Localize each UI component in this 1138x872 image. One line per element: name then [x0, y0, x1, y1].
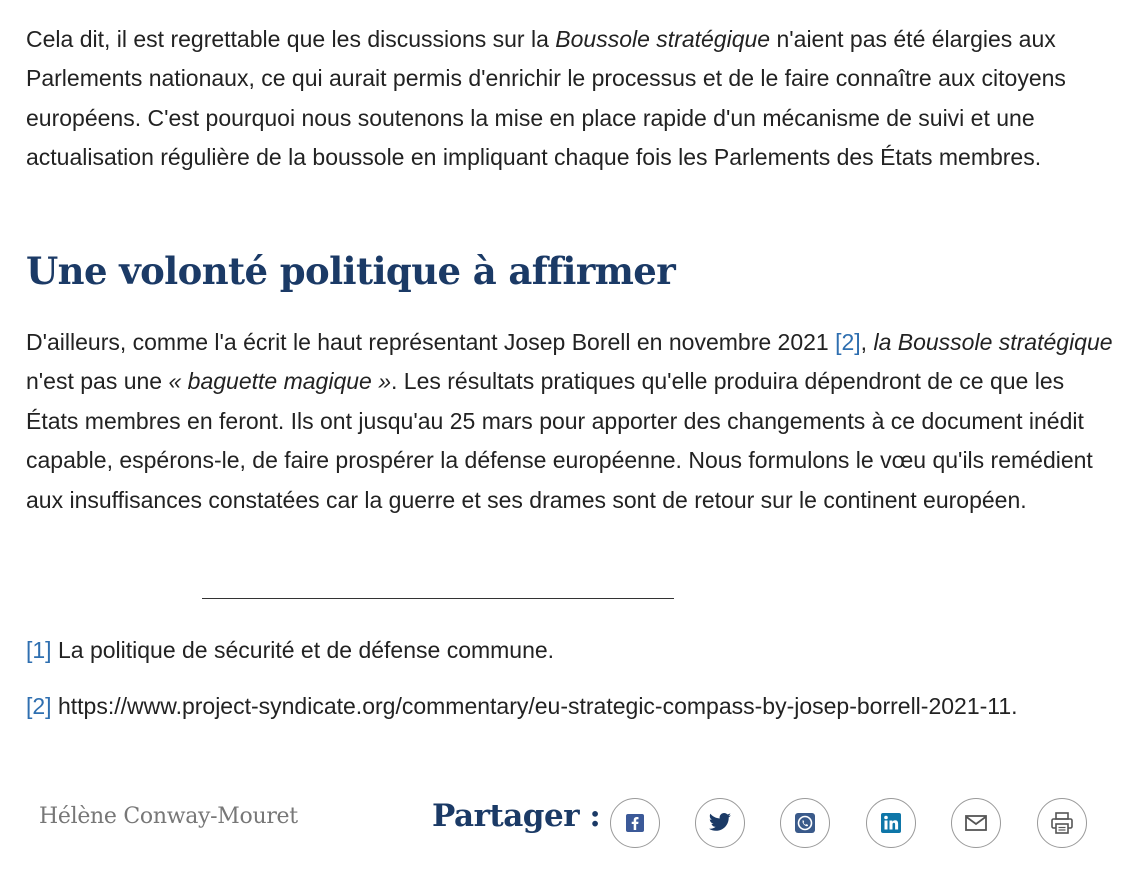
facebook-icon — [624, 812, 646, 834]
share-facebook-button[interactable] — [610, 798, 660, 848]
share-linkedin-button[interactable] — [866, 798, 916, 848]
twitter-icon — [707, 812, 733, 834]
share-twitter-button[interactable] — [695, 798, 745, 848]
emphasis-text: Boussole stratégique — [555, 26, 771, 52]
print-icon — [1050, 811, 1074, 835]
share-print-button[interactable] — [1037, 798, 1087, 848]
section-heading: Une volonté politique à affirmer — [26, 249, 676, 293]
share-email-button[interactable] — [951, 798, 1001, 848]
emphasis-text: la Boussole stratégique — [873, 329, 1113, 355]
email-icon — [965, 814, 987, 832]
paragraph-body: D'ailleurs, comme l'a écrit le haut représentant Josep Borell en novembre 2021 [2], la Boussole stratégique n'est pas une « baguette magique ». Les résultats pratiques qu'elle produira dépendront de ce que les États membres en feront. Ils ont jusqu'au 25 mars pour apporter des changements à ce document inédit capable, espérons-le, de faire prospérer la défense européenne. Nous formulons le vœu qu'ils remédient aux insuffisances constatées car la guerre et ses drames sont de retour sur le continent européen. — [26, 329, 1113, 513]
footnote-backlink-1[interactable]: [1] — [26, 637, 52, 663]
footnote-separator — [202, 598, 674, 599]
share-label: Partager : — [432, 798, 601, 834]
footnote-link-2[interactable]: [2] — [835, 329, 861, 355]
emphasis-quote: « baguette magique » — [168, 368, 392, 395]
share-whatsapp-button[interactable] — [780, 798, 830, 848]
article-footer — [0, 790, 1138, 860]
linkedin-icon — [880, 812, 902, 834]
footnote-2: [2] https://www.project-syndicate.org/commentary/eu-strategic-compass-by-josep-borrell-2021-11. — [26, 693, 1018, 719]
footnote-backlink-2[interactable]: [2] — [26, 693, 52, 719]
whatsapp-icon — [794, 812, 816, 834]
footnote-1: [1] La politique de sécurité et de défense commune. — [26, 637, 555, 663]
author-name: Hélène Conway-Mouret — [39, 804, 298, 829]
paragraph-intro: Cela dit, il est regrettable que les discussions sur la Boussole stratégique n'aient pas été élargies aux Parlements nationaux, ce qui aurait permis d'enrichir le processus et de le faire connaître aux citoyens européens. C'est pourquoi nous soutenons la mise en place rapide d'un mécanisme de suivi et une actualisation régulière de la boussole en impliquant chaque fois les Parlements des États membres. — [26, 26, 1066, 171]
